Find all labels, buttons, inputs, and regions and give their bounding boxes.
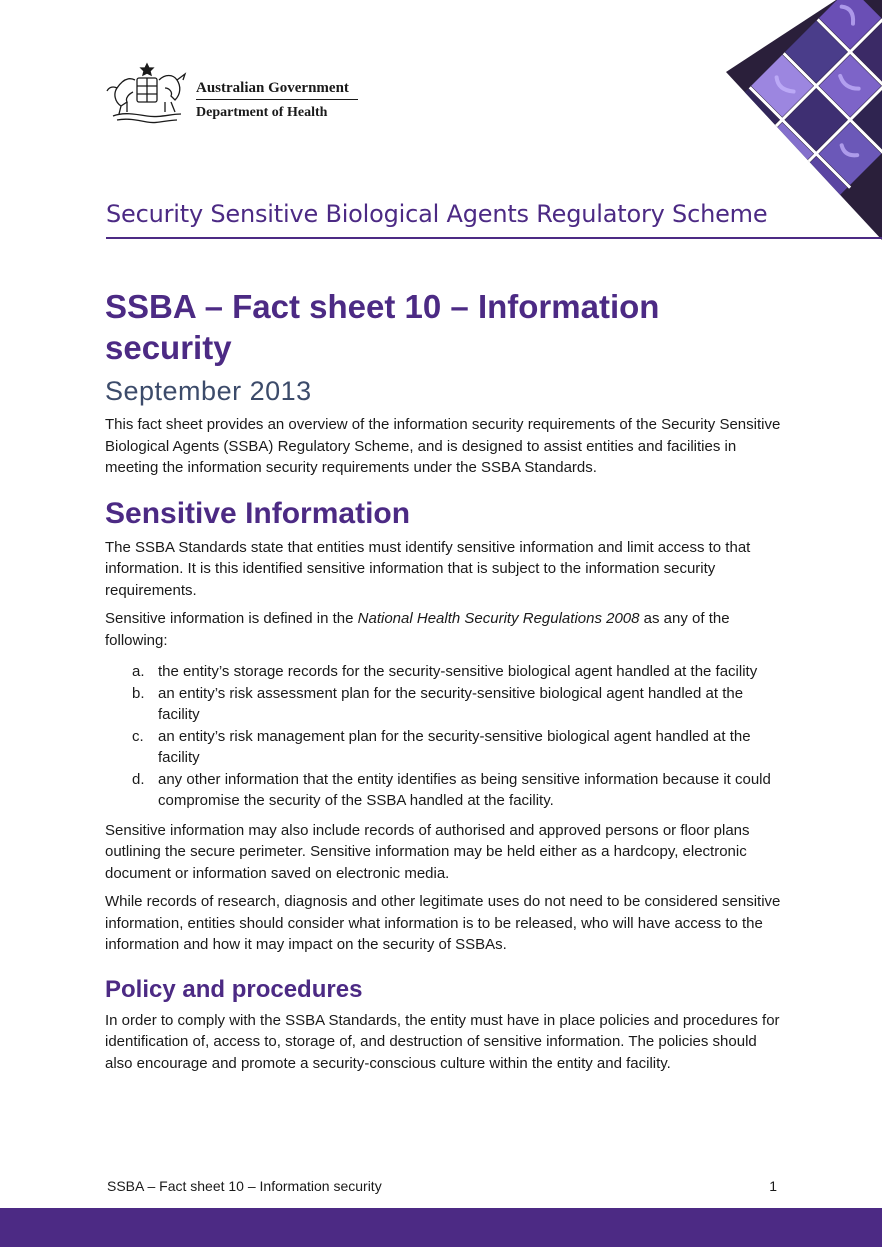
intro-paragraph: This fact sheet provides an overview of the information security requirements of the Security Sensitive Biological Agents (SSBA) Regulatory Scheme, and is designed to assist entities and facilities in meeting the information security requirements under the SSBA Standards. (105, 416, 781, 476)
list-marker: a. (132, 663, 145, 680)
document-date: September 2013 (105, 376, 312, 406)
page-footer (107, 1178, 777, 1194)
page-number: 1 (769, 1178, 777, 1194)
footer-color-bar (0, 1208, 882, 1247)
sensitive-paragraph-2 (105, 608, 785, 651)
sensitive-paragraph-3: Sensitive information may also include records of authorised and approved persons or floor plans outlining the secure perimeter. Sensitive information may be held either as a hardcopy, electronic document or information saved on electronic media. (105, 821, 750, 882)
document-title: SSBA – Fact sheet 10 – Information security (105, 288, 660, 366)
list-marker: d. (132, 770, 145, 788)
section-heading-policy-procedures: Policy and procedures (105, 975, 363, 1003)
definition-tail-text: as any of the following: (105, 610, 730, 649)
definition-intro-text: Sensitive information is defined in the (105, 610, 358, 627)
list-item (105, 683, 785, 726)
list-marker: c. (132, 727, 144, 745)
government-name: Australian Government (196, 78, 358, 100)
list-item-text: any other information that the entity identifies as being sensitive information because it could compromise the security of the SSBA handled at the facility. (158, 770, 771, 809)
department-name: Department of Health (196, 105, 328, 120)
main-content (105, 286, 785, 1081)
section-heading-sensitive-information: Sensitive Information (105, 496, 411, 530)
footer-label: SSBA – Fact sheet 10 – Information security (107, 1178, 382, 1194)
list-item (105, 769, 785, 812)
sensitive-paragraph-1: The SSBA Standards state that entities must identify sensitive information and limit access to that information. It is this identified sensitive information that is subject to the information security requirements. (105, 538, 751, 599)
sensitive-paragraph-4: While records of research, diagnosis and other legitimate uses do not need to be considered sensitive information, entities should consider what information is to be released, who will have access to the information and how it may impact on the security of SSBAs. (105, 893, 781, 953)
list-item-text: an entity’s risk assessment plan for the security-sensitive biological agent handled at the facility (158, 684, 744, 723)
list-item-text: an entity’s risk management plan for the security-sensitive biological agent handled at the facility (158, 727, 751, 766)
list-item (105, 661, 785, 683)
scheme-divider (106, 237, 882, 239)
list-item (105, 726, 785, 769)
list-item-text: the entity’s storage records for the security-sensitive biological agent handled at the facility (158, 663, 758, 680)
regulation-reference: National Health Security Regulations 2008 (357, 610, 640, 627)
list-marker: b. (132, 684, 145, 702)
policy-paragraph-1: In order to comply with the SSBA Standards, the entity must have in place policies and procedures for identification of, access to, storage of, and destruction of sensitive information. The policies should also encourage and promote a security-conscious culture within the entity and facility. (105, 1011, 780, 1072)
sensitive-information-list (105, 661, 785, 812)
government-identifier (196, 78, 358, 123)
scheme-title: Security Sensitive Biological Agents Regulatory Scheme (106, 200, 768, 228)
coat-of-arms-logo (103, 62, 191, 126)
